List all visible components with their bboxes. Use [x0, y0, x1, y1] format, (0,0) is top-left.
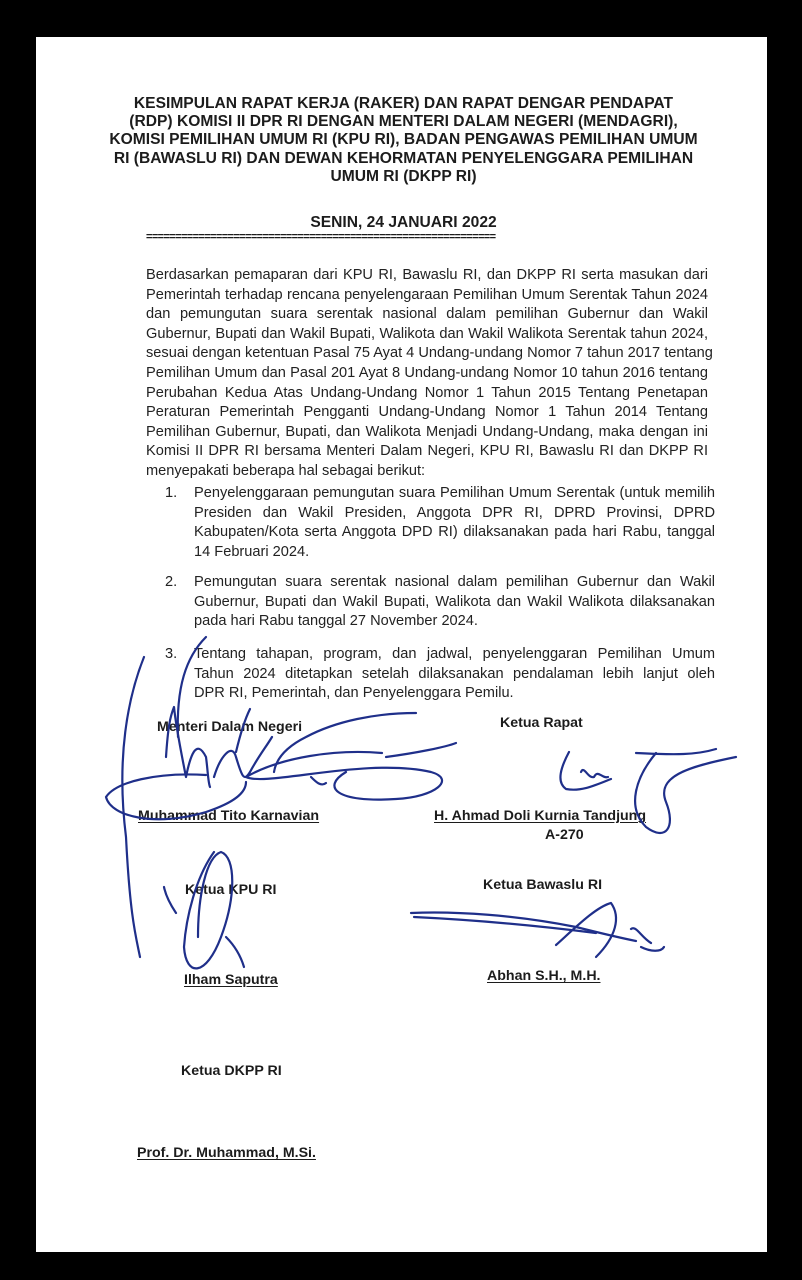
intro-paragraph [146, 266, 713, 482]
item-line: Tahun 2024 ditetapkan setelah dilaksanakan pendalaman lebih lanjut oleh [194, 665, 715, 682]
item-line: 14 Februari 2024. [194, 543, 310, 560]
item-line: pada hari Rabu tanggal 27 November 2024. [194, 613, 478, 630]
item-number: 3. [165, 646, 178, 662]
signatory-name-kpu: Ilham Saputra [184, 972, 278, 988]
title-line: (RDP) KOMISI II DPR RI DENGAN MENTERI DALAM NEGERI (MENDAGRI), [129, 113, 678, 131]
signatory-role-bawaslu: Ketua Bawaslu RI [483, 877, 603, 893]
item-line: Penyelenggaraan pemungutan suara Pemilihan Umum Serentak (untuk memilih [194, 485, 715, 501]
item-line: Kabupaten/Kota serta Anggota DPD RI) dilaksanakan pada hari Rabu, tanggal [194, 524, 715, 541]
title-line: KESIMPULAN RAPAT KERJA (RAKER) DAN RAPAT DENGAR PENDAPAT [133, 95, 674, 112]
item-line: DPR RI, Pemerintah, dan Penyelenggara Pemilu. [194, 685, 514, 702]
signatory-name-mendagri: Muhammad Tito Karnavian [138, 808, 320, 824]
intro-line: Pemerintah terhadap rencana penyelengaraan Pemilihan Umum Serentak Tahun 2024 [146, 286, 708, 303]
signatory-name-dkpp: Prof. Dr. Muhammad, M.Si. [137, 1145, 316, 1161]
separator-line: ============================================================ [146, 231, 496, 243]
title-line: UMUM RI (DKPP RI) [330, 167, 477, 185]
title-line: RI (BAWASLU RI) DAN DEWAN KEHORMATAN PENYELENGGARA PEMILIHAN [113, 149, 694, 167]
intro-line: menyepakati beberapa hal sebagai berikut: [146, 462, 426, 479]
item-number: 1. [165, 485, 178, 501]
intro-line: dan pemungutan suara serentak nasional dalam pemilihan Gubernur dan Wakil [146, 306, 708, 323]
item-line: Tentang tahapan, program, dan jadwal, penyelenggaran Pemilihan Umum [194, 646, 715, 662]
item-line: Presiden dan Wakil Presiden, Anggota DPR RI, DPRD Provinsi, DPRD [194, 504, 715, 521]
signature-kpu [164, 852, 244, 968]
signatory-name-ketua-rapat: H. Ahmad Doli Kurnia Tandjung [434, 808, 647, 824]
signatory-name-bawaslu: Abhan S.H., M.H. [487, 968, 601, 984]
item-number: 2. [165, 574, 178, 590]
intro-line: Pemilihan Gubernur, Bupati, dan Walikota Menjadi Undang-Undang, maka dengan ini [146, 423, 708, 440]
document-date: SENIN, 24 JANUARI 2022 [310, 214, 497, 231]
intro-line: Gubernur, Bupati dan Wakil Bupati, Walikota dan Wakil Walikota Serentak tahun 2024, [146, 325, 708, 342]
signatory-role-dkpp: Ketua DKPP RI [181, 1063, 282, 1079]
intro-line: Berdasarkan pemaparan dari KPU RI, Bawaslu RI, dan DKPP RI serta masukan dari [146, 267, 708, 283]
signatory-code-ketua-rapat: A-270 [545, 827, 584, 843]
signatory-role-mendagri: Menteri Dalam Negeri [157, 719, 303, 735]
signature-bawaslu [411, 903, 664, 957]
intro-line: Komisi II DPR RI bersama Menteri Dalam Negeri, KPU RI, Bawaslu RI dan DKPP RI [146, 443, 708, 460]
signatory-role-ketua-rapat: Ketua Rapat [500, 715, 583, 731]
title-line: KOMISI PEMILIHAN UMUM RI (KPU RI), BADAN PENGAWAS PEMILIHAN UMUM [109, 131, 698, 149]
intro-line: Peraturan Pemerintah Pengganti Undang-Undang Nomor 1 Tahun 2014 Tentang [146, 404, 708, 421]
signatory-role-kpu: Ketua KPU RI [185, 882, 277, 898]
intro-line: Perubahan Kedua Atas Undang-Undang Nomor 1 Tahun 2015 Tentang Penetapan [146, 384, 708, 401]
item-line: Pemungutan suara serentak nasional dalam pemilihan Gubernur dan Wakil [194, 574, 715, 590]
document-page [36, 37, 767, 1252]
intro-line: Pemilihan Umum dan Pasal 201 Ayat 8 Undang-undang Nomor 10 tahun 2016 tentang [146, 364, 708, 381]
document-title [96, 95, 711, 186]
intro-line: sesuai dengan ketentuan Pasal 75 Ayat 4 Undang-undang Nomor 7 tahun 2017 tentang [146, 345, 713, 362]
item-line: Gubernur, Bupati dan Wakil Bupati, Walikota dan Wakil Walikota dilaksanakan [194, 593, 715, 610]
